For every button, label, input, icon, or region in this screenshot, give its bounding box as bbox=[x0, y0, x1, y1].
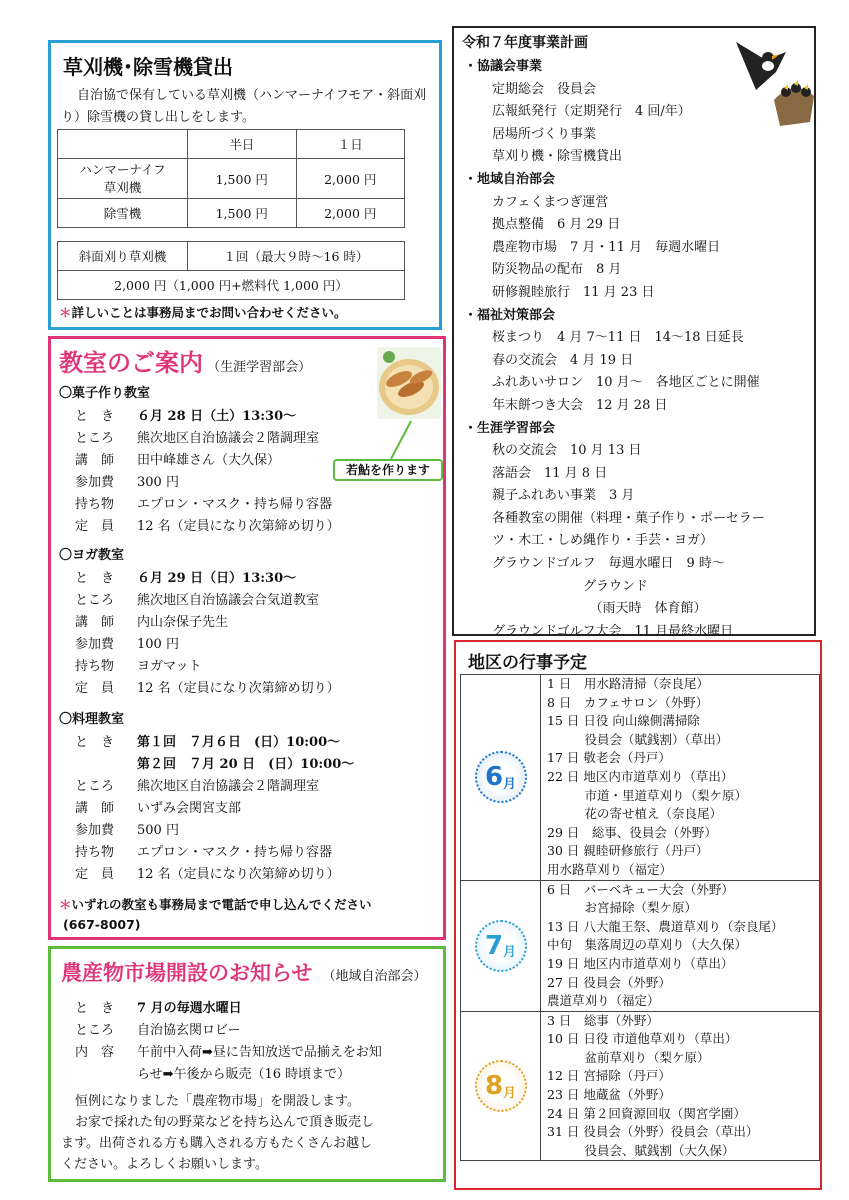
classes-sub: （生涯学習部会） bbox=[207, 360, 312, 375]
detail-value: いずみ会関宮支部 bbox=[137, 801, 242, 816]
asterisk-mark: ＊ bbox=[59, 305, 72, 320]
plan-item: ふれあいサロン 10 月～ 各地区ごとに開催 bbox=[492, 375, 760, 391]
market-title: 農産物市場開設のお知らせ bbox=[61, 961, 313, 985]
event-item: 15 日 日役 向山線側溝掃除 bbox=[547, 713, 700, 729]
detail-row bbox=[59, 611, 439, 633]
sweets-class-heading: 〇菓子作り教室 bbox=[59, 386, 151, 401]
plan-group-heading: ・福祉対策部会 bbox=[464, 307, 556, 323]
event-item: 27 日 役員会（外野） bbox=[547, 974, 671, 990]
detail-row bbox=[59, 841, 439, 863]
rental-title: 草刈機･除雪機貸出 bbox=[63, 55, 233, 79]
rental-note bbox=[59, 303, 347, 321]
detail-value: 田中峰雄さん（大久保） bbox=[137, 453, 281, 468]
detail-row bbox=[59, 819, 439, 841]
detail-row bbox=[59, 589, 439, 611]
month-cell bbox=[461, 881, 541, 1011]
yoga-class bbox=[59, 545, 439, 699]
market-heading bbox=[61, 957, 427, 987]
detail-value: ヨガマット bbox=[137, 659, 202, 674]
plan-item: グラウンドゴルフ大会 11 月最終水曜日 bbox=[492, 623, 734, 639]
detail-value: 300 円 bbox=[137, 475, 179, 490]
events-title: 地区の行事予定 bbox=[468, 653, 587, 673]
detail-key: 持ち物 bbox=[75, 845, 115, 860]
classes-note bbox=[59, 895, 372, 935]
plan-item: 落語会 11 月 8 日 bbox=[492, 465, 608, 481]
table-row bbox=[58, 271, 405, 300]
plan-item: 広報紙発行（定期発行 4 回/年） bbox=[492, 104, 691, 120]
events-section bbox=[454, 640, 822, 1190]
month-row bbox=[461, 1011, 819, 1161]
rental-section bbox=[48, 40, 442, 330]
table-header: １日 bbox=[296, 130, 405, 159]
event-item: 役員会（賦銭割）（草出） bbox=[547, 731, 729, 747]
classes-title: 教室のご案内 bbox=[59, 349, 203, 377]
event-item: 8 日 カフェサロン（外野） bbox=[547, 694, 709, 710]
detail-key: と き bbox=[75, 735, 115, 750]
paragraph-line: 恒例になりました「農産物市場」を開設します。 bbox=[75, 1094, 360, 1109]
month-badge-icon bbox=[475, 751, 527, 803]
detail-row bbox=[59, 405, 439, 427]
detail-value: ６月 29 日（日）13:30～ bbox=[137, 571, 297, 586]
detail-value: 熊次地区自治協議会合気道教室 bbox=[137, 593, 320, 608]
detail-key: 講 師 bbox=[75, 615, 115, 630]
month-suffix: 月 bbox=[503, 776, 517, 792]
detail-row bbox=[59, 753, 439, 775]
table-cell: ハンマーナイフ 草刈機 bbox=[58, 159, 188, 199]
table-cell: 斜面刈り草刈機 bbox=[58, 242, 188, 271]
plan-title: 令和７年度事業計画 bbox=[462, 35, 588, 51]
event-item: 中旬 集落周辺の草刈り（大久保） bbox=[547, 937, 748, 953]
month-badge-icon bbox=[475, 920, 527, 972]
market-sub: （地域自治部会） bbox=[322, 969, 427, 984]
event-list bbox=[541, 1012, 758, 1161]
event-item: 10 日 日役 市道他草刈り（草出） bbox=[547, 1031, 738, 1047]
event-item: 13 日 八大龍王祭、農道草刈り（奈良尾） bbox=[547, 918, 784, 934]
month-number: 8 bbox=[484, 1071, 504, 1102]
plan-list bbox=[454, 56, 814, 643]
table-cell: １回（最大９時～16 時） bbox=[188, 242, 405, 271]
detail-key: と き bbox=[75, 1001, 115, 1016]
month-number: 6 bbox=[484, 762, 504, 793]
event-item: 3 日 総事（外野） bbox=[547, 1012, 659, 1028]
detail-key: 定 員 bbox=[75, 519, 115, 534]
detail-key: と き bbox=[75, 571, 115, 586]
paragraph-line: お家で採れた旬の野菜などを持ち込んで頂き販売し bbox=[75, 1115, 375, 1130]
table-cell: 2,000 円（1,000 円+燃料代 1,000 円） bbox=[58, 271, 405, 300]
detail-row bbox=[59, 471, 439, 493]
month-badge-icon bbox=[475, 1060, 527, 1112]
detail-row bbox=[59, 677, 439, 699]
rental-price-table bbox=[57, 129, 405, 228]
plan-item: 農産物市場 7 月・11 月 毎週水曜日 bbox=[492, 239, 721, 255]
detail-key: ところ bbox=[75, 1023, 115, 1038]
event-item: 19 日 地区内市道草刈り（草出） bbox=[547, 955, 734, 971]
detail-row bbox=[59, 655, 439, 677]
detail-key: 参加費 bbox=[75, 823, 115, 838]
plan-group-heading: ・生涯学習部会 bbox=[464, 420, 556, 436]
plan-item: 各種教室の開催（料理・菓子作り・ポーセラー bbox=[492, 510, 765, 526]
detail-value: エプロン・マスク・持ち帰り容器 bbox=[137, 497, 333, 512]
detail-row bbox=[59, 797, 439, 819]
plan-group-heading: ・地域自治部会 bbox=[464, 171, 556, 187]
detail-value: 熊次地区自治協議会２階調理室 bbox=[137, 431, 320, 446]
detail-row bbox=[59, 449, 439, 471]
detail-key: と き bbox=[75, 409, 115, 424]
detail-value: 12 名（定員になり次第締め切り） bbox=[137, 681, 340, 696]
event-item: 23 日 地蔵盆（外野） bbox=[547, 1087, 671, 1103]
plan-item: 定期総会 役員会 bbox=[492, 81, 597, 97]
plan-group-heading: ・協議会事業 bbox=[464, 59, 543, 74]
table-row bbox=[58, 130, 405, 159]
table-row bbox=[58, 242, 405, 271]
plan-item: 研修親睦旅行 11 月 23 日 bbox=[492, 284, 655, 300]
event-item: 22 日 地区内市道草刈り（草出） bbox=[547, 768, 734, 784]
month-number: 7 bbox=[484, 930, 504, 961]
month-suffix: 月 bbox=[503, 1085, 517, 1101]
classes-heading bbox=[59, 343, 311, 378]
table-cell: 1,500 円 bbox=[188, 199, 297, 228]
detail-key: ところ bbox=[75, 593, 115, 608]
detail-key: 内 容 bbox=[75, 1045, 115, 1060]
detail-row bbox=[59, 731, 439, 753]
detail-value: 500 円 bbox=[137, 823, 179, 838]
event-item: 31 日 役員会（外野）役員会（草出） bbox=[547, 1124, 759, 1140]
classes-note-phone: (667-8007) bbox=[63, 917, 141, 932]
month-row bbox=[461, 880, 819, 1011]
paragraph-line: ください。よろしくお願いします。 bbox=[61, 1157, 268, 1172]
asterisk-mark: ＊ bbox=[59, 897, 72, 912]
detail-value: 100 円 bbox=[137, 637, 179, 652]
detail-value: 12 名（定員になり次第締め切り） bbox=[137, 519, 340, 534]
plan-item: 年末餅つき大会 12 月 28 日 bbox=[492, 397, 668, 413]
plan-item: グラウンド bbox=[492, 578, 649, 594]
detail-value: 7 月の毎週水曜日 bbox=[137, 1001, 242, 1016]
plan-section bbox=[452, 26, 816, 639]
sweets-class bbox=[59, 383, 439, 537]
detail-row bbox=[59, 633, 439, 655]
detail-key: ところ bbox=[75, 779, 115, 794]
month-suffix: 月 bbox=[503, 945, 517, 961]
detail-key: 持ち物 bbox=[75, 497, 115, 512]
detail-key: 講 師 bbox=[75, 801, 115, 816]
detail-value: 12 名（定員になり次第締め切り） bbox=[137, 867, 340, 882]
event-item: 29 日 総事、役員会（外野） bbox=[547, 824, 717, 840]
table-cell: 1,500 円 bbox=[188, 159, 297, 199]
detail-value: らせ➡午後から販売（16 時頃まで） bbox=[137, 1067, 351, 1082]
detail-value: 第１回 ７月６日 (日）10:00～ bbox=[137, 735, 341, 750]
detail-key: 講 師 bbox=[75, 453, 115, 468]
detail-row bbox=[59, 493, 439, 515]
plan-item: カフェくまつぎ運営 bbox=[492, 194, 609, 210]
detail-key: 定 員 bbox=[75, 867, 115, 882]
detail-value: 第２回 ７月 20 日 (日）10:00～ bbox=[137, 757, 355, 772]
detail-row bbox=[59, 567, 439, 589]
detail-key: 参加費 bbox=[75, 475, 115, 490]
plan-item: 居場所づくり事業 bbox=[492, 126, 597, 142]
event-item: 花の寄せ植え（奈良尾） bbox=[547, 806, 723, 822]
table-cell: 2,000 円 bbox=[296, 159, 405, 199]
detail-key: 持ち物 bbox=[75, 659, 115, 674]
event-item: 農道草刈り（福定） bbox=[547, 993, 660, 1009]
detail-value: 内山奈保子先生 bbox=[137, 615, 229, 630]
table-header: 半日 bbox=[188, 130, 297, 159]
classes-note-text: いずれの教室も事務局まで電話で申し込んでください bbox=[71, 897, 372, 912]
paragraph-line: ます。出荷される方も購入される方もたくさんお越し bbox=[61, 1136, 372, 1151]
yoga-class-heading: 〇ヨガ教室 bbox=[59, 548, 125, 563]
event-item: 用水路草刈り（福定） bbox=[547, 861, 673, 877]
event-item: 17 日 敬老会（丹戸） bbox=[547, 750, 671, 766]
event-list bbox=[541, 881, 783, 1011]
table-row bbox=[58, 159, 405, 199]
detail-key: 参加費 bbox=[75, 637, 115, 652]
detail-row bbox=[59, 515, 439, 537]
event-item: 12 日 宮掃除（丹戸） bbox=[547, 1068, 671, 1084]
detail-value: エプロン・マスク・持ち帰り容器 bbox=[137, 845, 333, 860]
market-section bbox=[48, 946, 446, 1182]
detail-value: 熊次地区自治協議会２階調理室 bbox=[137, 779, 320, 794]
plan-item: ツ・木工・しめ縄作り・手芸・ヨガ） bbox=[492, 533, 714, 549]
event-item: お宮掃除（梨ケ原） bbox=[547, 900, 698, 916]
event-item: 30 日 親睦研修旅行（丹戸） bbox=[547, 843, 709, 859]
market-details bbox=[59, 997, 443, 1085]
plan-item: 草刈り機・除雪機貸出 bbox=[492, 149, 623, 165]
table-cell: 2,000 円 bbox=[296, 199, 405, 228]
month-cell bbox=[461, 1012, 541, 1161]
classes-section bbox=[48, 336, 446, 940]
month-cell bbox=[461, 675, 541, 880]
plan-item: 防災物品の配布 8 月 bbox=[492, 262, 622, 278]
detail-row bbox=[59, 863, 439, 885]
plan-item: 桜まつり 4 月 7～11 日 14～18 日延長 bbox=[492, 330, 744, 346]
detail-value: 午前中入荷➡昼に告知放送で品揃えをお知 bbox=[137, 1045, 382, 1060]
detail-value: ６月 28 日（土）13:30～ bbox=[137, 409, 297, 424]
detail-row bbox=[59, 427, 439, 449]
plan-item: 拠点整備 6 月 29 日 bbox=[492, 217, 621, 233]
event-item: 24 日 第２回資源回収（関宮学園） bbox=[547, 1105, 746, 1121]
plan-item: グラウンドゴルフ 毎週水曜日 9 時～ bbox=[492, 556, 725, 572]
plan-item: 秋の交流会 10 月 13 日 bbox=[492, 443, 642, 459]
event-item: 役員会、賦銭割（大久保） bbox=[547, 1142, 735, 1158]
market-description bbox=[61, 1091, 445, 1175]
cooking-class-heading: 〇料理教室 bbox=[59, 712, 125, 727]
cooking-class bbox=[59, 709, 439, 885]
event-item: 盆前草刈り（梨ケ原） bbox=[547, 1049, 710, 1065]
rental-note-text: 詳しいことは事務局までお問い合わせください。 bbox=[71, 305, 347, 320]
events-table bbox=[460, 674, 820, 1161]
photo-caption: 若鮎を作ります bbox=[333, 459, 443, 481]
event-list bbox=[541, 675, 747, 880]
plan-item: （雨天時 体育館） bbox=[492, 601, 707, 617]
rental-intro: 自治協で保有している草刈機（ハンマーナイフモア・斜面刈り）除雪機の貸し出しをします。 bbox=[61, 88, 427, 125]
detail-value: 自治協玄関ロビー bbox=[137, 1023, 241, 1038]
plan-item: 春の交流会 4 月 19 日 bbox=[492, 352, 634, 368]
event-item: 6 日 バーベキュー大会（外野） bbox=[547, 881, 734, 897]
rental-slope-table bbox=[57, 241, 405, 300]
event-item: 市道・里道草刈り（梨ケ原） bbox=[547, 787, 748, 803]
month-row bbox=[461, 675, 819, 880]
detail-key: 定 員 bbox=[75, 681, 115, 696]
detail-key: ところ bbox=[75, 431, 115, 446]
detail-row bbox=[59, 775, 439, 797]
table-row bbox=[58, 199, 405, 228]
event-item: 1 日 用水路清掃（奈良尾） bbox=[547, 676, 709, 691]
plan-item: 親子ふれあい事業 3 月 bbox=[492, 488, 635, 504]
table-cell: 除雪機 bbox=[58, 199, 188, 228]
